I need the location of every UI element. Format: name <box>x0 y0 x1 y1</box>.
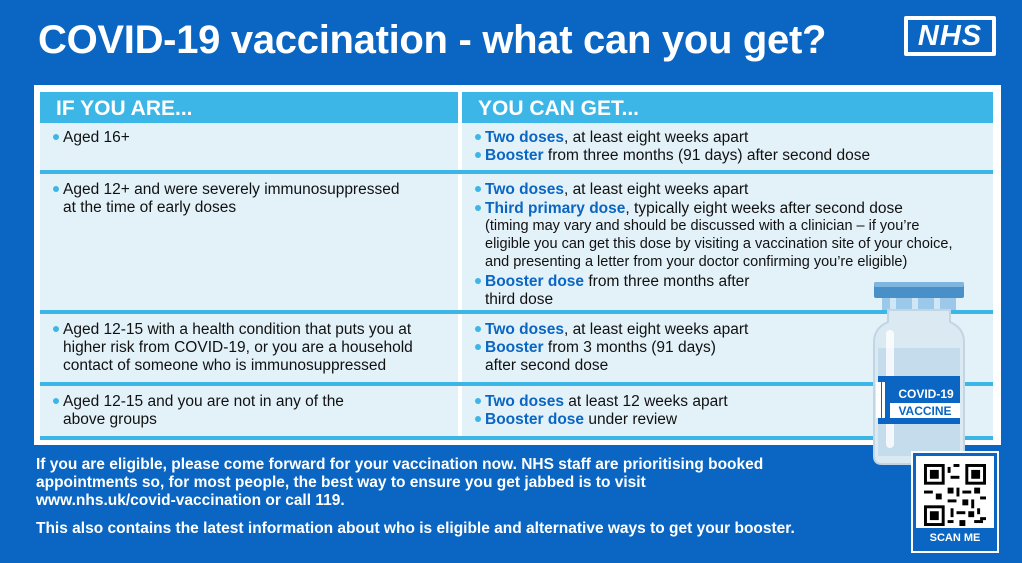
header-if-you-are: IF YOU ARE... <box>40 92 458 123</box>
nhs-logo-text: NHS <box>908 20 992 52</box>
row-2-note-line-3: and presenting a letter from your doctor confirming you’re eligible) <box>485 254 908 270</box>
row-2-offer-2: Third primary dose, typically eight weeks after second dose <box>485 200 903 217</box>
scan-me-label: SCAN ME <box>916 528 994 548</box>
eligibility-table <box>34 85 1001 445</box>
row-2-condition-line-1: Aged 12+ and were severely immunosuppressed <box>63 181 400 198</box>
row-2-offer-1: Two doses, at least eight weeks apart <box>485 181 749 198</box>
footer-line-3: www.nhs.uk/covid-vaccination or call 119. <box>36 492 345 509</box>
qr-code[interactable] <box>913 453 997 551</box>
row-2-offer-3-cont: third dose <box>485 291 554 308</box>
footer-line-1: If you are eligible, please come forward for your vaccination now. NHS staff are prioritising booked <box>36 456 764 473</box>
row-2-condition-line-2: at the time of early doses <box>63 199 237 216</box>
row-4-offer-1: Two doses at least 12 weeks apart <box>485 393 728 410</box>
row-2-note-line-2: eligible you can get this dose by visiting a vaccination site of your choice, <box>485 236 953 252</box>
row-2-note-line-1: (timing may vary and should be discussed with a clinician – if you’re <box>485 218 920 234</box>
footer-line-2: appointments so, for most people, the best way to ensure you get jabbed is to visit <box>36 474 646 491</box>
row-1-condition: Aged 16+ <box>63 129 130 146</box>
table-row <box>40 174 993 310</box>
vial-label-line-2: VACCINE <box>898 404 952 418</box>
row-4-condition-line-1: Aged 12-15 and you are not in any of the <box>63 393 344 410</box>
footer-line-4: This also contains the latest information about who is eligible and alternative ways to get your booster. <box>36 520 795 537</box>
row-3-condition-line-3: contact of someone who is immunosuppressed <box>63 357 387 374</box>
row-3-offer-1: Two doses, at least eight weeks apart <box>485 321 749 338</box>
row-1-offer-2: Booster from three months (91 days) after second dose <box>485 147 871 164</box>
row-3-condition-line-2: higher risk from COVID-19, or you are a household <box>63 339 413 356</box>
row-4-condition-line-2: above groups <box>63 411 157 428</box>
vial-label-line-1: COVID-19 <box>898 387 954 401</box>
nhs-logo <box>904 16 996 56</box>
header-you-can-get: YOU CAN GET... <box>462 92 993 123</box>
row-2-offer-3: Booster dose from three months after <box>485 273 750 290</box>
table-row <box>40 314 993 382</box>
row-1-offer-1: Two doses, at least eight weeks apart <box>485 129 749 146</box>
row-3-condition-line-1: Aged 12-15 with a health condition that puts you at <box>63 321 412 338</box>
vaccine-vial-icon <box>868 278 970 468</box>
row-4-offer-2: Booster dose under review <box>485 411 678 428</box>
qr-code-icon <box>924 464 986 526</box>
row-3-offer-2-cont: after second dose <box>485 357 609 374</box>
table-row <box>40 123 993 170</box>
row-3-offer-2: Booster from 3 months (91 days) <box>485 339 716 356</box>
table-row <box>40 386 993 436</box>
page-title: COVID-19 vaccination - what can you get? <box>38 18 827 62</box>
